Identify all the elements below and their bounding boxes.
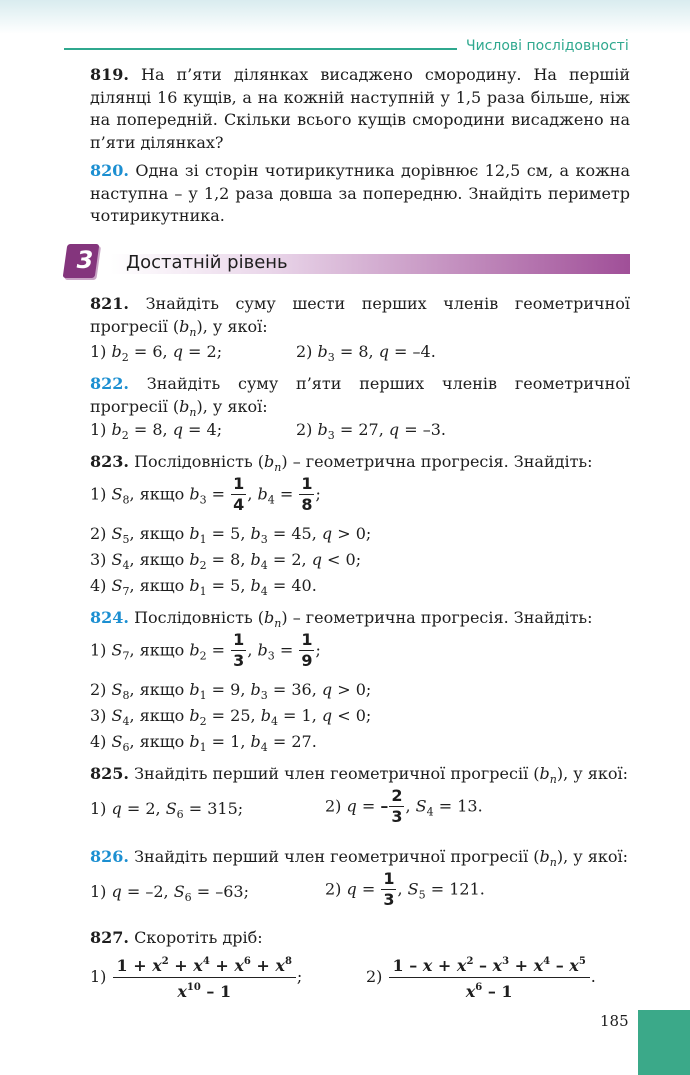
problem-825-item-1: 1) q = 2, $S_6 = 315$; xyxy=(90,799,244,821)
problem-824-item-2: 2) $S_8$, якщо $b_1 = 9$, $b_3 = 36$, q > 0; xyxy=(90,680,372,702)
top-band xyxy=(0,0,690,34)
problem-number: 819. xyxy=(90,65,129,84)
problem-823-item-3: 3) $S_4$, якщо $b_2 = 8$, $b_4 = 2$, q < 0; xyxy=(90,550,362,572)
problem-823: 823. Послідовність $(b_n)$ – геометрична прогресія. Знайдіть: xyxy=(90,452,593,474)
fraction: $\frac{1}{4}$ xyxy=(233,474,245,514)
problem-text-end: ), у якої: xyxy=(196,316,268,336)
problem-827: 827. Скоротіть дріб: xyxy=(90,928,263,947)
page-corner-tab xyxy=(638,1010,690,1075)
fraction: $\frac{1}{3}$ xyxy=(233,630,245,670)
fraction: $\frac{1}{3}$ xyxy=(383,869,395,909)
problem-822-item-2: 2) $b_3 = 27$, q = –3. xyxy=(296,420,446,442)
level-number: 3 xyxy=(76,246,94,274)
fraction: $\frac{1}{8}$ xyxy=(301,474,313,514)
problem-number: 823. xyxy=(90,452,129,471)
problem-text: На п’яти ділянках висаджено смородину. На першій ділянці 16 кущів, а на кожній наступній у 1,5 раза більше, ніж на попередній. Скільки всього кущів смородини висаджено на п’яти ділянках? xyxy=(90,65,630,152)
problem-number: 824. xyxy=(90,608,129,627)
problem-text: Знайдіть суму шести перших членів геометричної прогресії ( xyxy=(90,294,630,336)
problem-number: 822. xyxy=(90,374,129,393)
problem-821: 821. Знайдіть суму шести перших членів геометричної прогресії $(b_n)$, у якої: xyxy=(90,294,630,339)
problem-number: 821. xyxy=(90,294,129,313)
problem-823-item-2: 2) $S_5$, якщо $b_1 = 5$, $b_3 = 45$, q > 0; xyxy=(90,524,372,546)
problem-823-item-1: 1) $S_8$, якщо $b_3$ = $\frac{1}{4}$ , $b_4$ = $\frac{1}{8}$ ; xyxy=(90,474,321,514)
problem-823-item-4: 4) $S_7$, якщо $b_1 = 5$, $b_4 = 40$. xyxy=(90,576,317,598)
problem-number: 825. xyxy=(90,764,129,783)
problem-824-item-3: 3) $S_4$, якщо $b_2 = 25$, $b_4 = 1$, q < 0; xyxy=(90,706,372,728)
fraction: $\frac{1}{9}$ xyxy=(301,630,313,670)
problem-822-item-1: 1) $b_2 = 8$, q = 4; xyxy=(90,420,223,442)
problem-822: 822. Знайдіть суму п’яти перших членів геометричної прогресії $(b_n)$, у якої: xyxy=(90,374,630,419)
problem-number: 826. xyxy=(90,847,129,866)
problem-number: 820. xyxy=(90,161,129,180)
problem-824-item-1: 1) $S_7$, якщо $b_2$ = $\frac{1}{3}$ , $b_3$ = $\frac{1}{9}$ ; xyxy=(90,630,321,670)
problem-824: 824. Послідовність $(b_n)$ – геометрична прогресія. Знайдіть: xyxy=(90,608,593,630)
level-title: Достатній рівень xyxy=(126,252,288,273)
problem-821-item-1: 1) $b_2 = 6$, q = 2; xyxy=(90,342,223,364)
problem-number: 827. xyxy=(90,928,129,947)
problem-825-item-2: 2) q = – $\frac{2}{3}$ , $S_4 = 13$. xyxy=(325,786,483,826)
fraction: $\frac{1 - x + x^2 - x^3 + x^4 - x^5}{x^6 - 1}$ xyxy=(389,953,590,1002)
fraction: $\frac{2}{3}$ xyxy=(391,786,403,826)
running-header: Числові послідовності xyxy=(466,38,629,54)
problem-820 xyxy=(90,160,630,228)
problem-827-item-1: 1) $\frac{1 + x^2 + x^4 + x^6 + x^8}{x^{10} - 1}$ ; xyxy=(90,953,302,1002)
problem-text: Знайдіть суму п’яти перших членів геометричної прогресії ( xyxy=(90,374,630,416)
problem-826: 826. Знайдіть перший член геометричної прогресії $(b_n)$, у якої: xyxy=(90,847,629,869)
page-number: 185 xyxy=(600,1012,629,1030)
problem-821-item-2: 2) $b_3 = 8$, q = –4. xyxy=(296,342,436,364)
problem-text-end: ), у якої: xyxy=(196,396,268,416)
problem-825: 825. Знайдіть перший член геометричної прогресії $(b_n)$, у якої: xyxy=(90,764,629,786)
problem-819 xyxy=(90,64,630,154)
problem-text: Одна зі сторін чотирикутника дорівнює 12,5 см, а кожна наступна – у 1,2 раза довша за попередню. Знайдіть периметр чотирикутника. xyxy=(90,161,630,225)
fraction: $\frac{1 + x^2 + x^4 + x^6 + x^8}{x^{10} - 1}$ xyxy=(113,953,296,1002)
problem-827-item-2: 2) $\frac{1 - x + x^2 - x^3 + x^4 - x^5}{x^6 - 1}$ . xyxy=(366,953,596,1002)
problem-826-item-1: 1) q = –2, $S_6 = -63$; xyxy=(90,882,249,904)
problem-826-item-2: 2) q = $\frac{1}{3}$ , $S_5 = 121$. xyxy=(325,869,485,909)
header-rule xyxy=(64,48,457,50)
problem-824-item-4: 4) $S_6$, якщо $b_1 = 1$, $b_4 = 27$. xyxy=(90,732,317,754)
